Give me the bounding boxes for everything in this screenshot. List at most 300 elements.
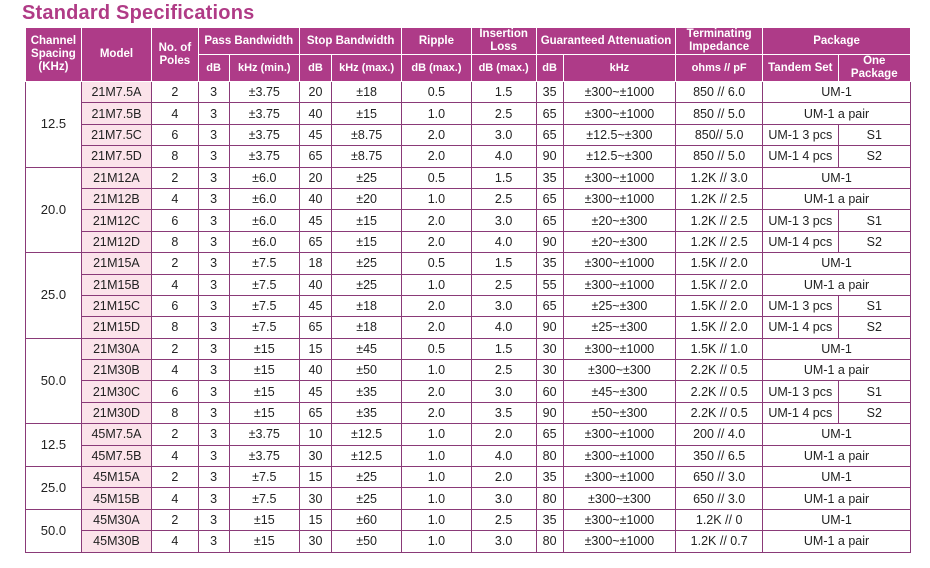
table-row — [26, 103, 911, 124]
att-khz-cell: ±300~±1000 — [563, 531, 676, 552]
pass-db-cell: 3 — [198, 274, 229, 295]
att-db-cell: 65 — [536, 188, 563, 209]
poles-cell: 8 — [152, 317, 199, 338]
table-row — [26, 488, 911, 509]
package-cell: UM-1 — [763, 424, 911, 445]
impedance-cell: 1.5K // 2.0 — [676, 274, 763, 295]
one-package-cell: S1 — [838, 124, 910, 145]
loss-cell: 1.5 — [471, 167, 536, 188]
model-cell: 21M7.5C — [81, 124, 151, 145]
model-cell: 45M15B — [81, 488, 151, 509]
loss-cell: 1.5 — [471, 82, 536, 103]
stop-db-cell: 18 — [299, 253, 331, 274]
unit-term: ohms // pF — [676, 55, 763, 82]
channel-spacing-cell: 20.0 — [26, 167, 82, 253]
one-package-cell: S1 — [838, 381, 910, 402]
poles-cell: 6 — [152, 210, 199, 231]
poles-cell: 4 — [152, 188, 199, 209]
pass-khz-cell: ±6.0 — [229, 231, 299, 252]
pass-khz-cell: ±6.0 — [229, 167, 299, 188]
table-row — [26, 274, 911, 295]
channel-spacing-cell: 25.0 — [26, 253, 82, 339]
pass-khz-cell: ±7.5 — [229, 274, 299, 295]
loss-cell: 3.0 — [471, 210, 536, 231]
ripple-cell: 2.0 — [402, 210, 471, 231]
model-cell: 45M30B — [81, 531, 151, 552]
att-db-cell: 65 — [536, 124, 563, 145]
impedance-cell: 1.5K // 2.0 — [676, 253, 763, 274]
stop-db-cell: 30 — [299, 488, 331, 509]
pass-khz-cell: ±3.75 — [229, 146, 299, 167]
loss-cell: 2.5 — [471, 509, 536, 530]
att-khz-cell: ±300~±1000 — [563, 274, 676, 295]
impedance-cell: 1.2K // 3.0 — [676, 167, 763, 188]
poles-cell: 4 — [152, 103, 199, 124]
ripple-cell: 2.0 — [402, 146, 471, 167]
channel-spacing-cell: 12.5 — [26, 82, 82, 168]
page-title: Standard Specifications — [22, 2, 255, 24]
stop-khz-cell: ±25 — [331, 467, 401, 488]
pass-khz-cell: ±15 — [229, 360, 299, 381]
model-cell: 21M30C — [81, 381, 151, 402]
att-khz-cell: ±300~±1000 — [563, 82, 676, 103]
model-cell: 45M15A — [81, 467, 151, 488]
tandem-set-cell: UM-1 4 pcs — [763, 231, 838, 252]
att-db-cell: 65 — [536, 424, 563, 445]
pass-db-cell: 3 — [198, 424, 229, 445]
pass-khz-cell: ±6.0 — [229, 188, 299, 209]
table-row — [26, 253, 911, 274]
unit-loss: dB (max.) — [471, 55, 536, 82]
model-cell: 45M30A — [81, 509, 151, 530]
table-row — [26, 424, 911, 445]
loss-cell: 4.0 — [471, 231, 536, 252]
model-cell: 21M12C — [81, 210, 151, 231]
table-body — [26, 82, 911, 553]
channel-spacing-cell: 50.0 — [26, 509, 82, 552]
impedance-cell: 850// 5.0 — [676, 124, 763, 145]
stop-db-cell: 45 — [299, 124, 331, 145]
poles-cell: 2 — [152, 167, 199, 188]
package-cell: UM-1 a pair — [763, 360, 911, 381]
stop-db-cell: 40 — [299, 274, 331, 295]
att-khz-cell: ±300~±1000 — [563, 467, 676, 488]
pass-khz-cell: ±3.75 — [229, 124, 299, 145]
poles-cell: 6 — [152, 295, 199, 316]
loss-cell: 2.5 — [471, 188, 536, 209]
pass-db-cell: 3 — [198, 317, 229, 338]
model-cell: 21M30D — [81, 402, 151, 423]
att-khz-cell: ±12.5~±300 — [563, 124, 676, 145]
header-package: Package — [763, 28, 911, 55]
ripple-cell: 1.0 — [402, 424, 471, 445]
header-tandem-set: Tandem Set — [763, 55, 838, 82]
unit-stop-khz: kHz (max.) — [331, 55, 401, 82]
pass-db-cell: 3 — [198, 531, 229, 552]
pass-db-cell: 3 — [198, 231, 229, 252]
ripple-cell: 2.0 — [402, 402, 471, 423]
table-row — [26, 467, 911, 488]
loss-cell: 2.5 — [471, 274, 536, 295]
table-row — [26, 402, 911, 423]
loss-cell: 3.0 — [471, 531, 536, 552]
att-db-cell: 35 — [536, 167, 563, 188]
stop-db-cell: 15 — [299, 338, 331, 359]
stop-khz-cell: ±15 — [331, 210, 401, 231]
att-khz-cell: ±300~±1000 — [563, 338, 676, 359]
tandem-set-cell: UM-1 3 pcs — [763, 381, 838, 402]
stop-khz-cell: ±45 — [331, 338, 401, 359]
package-cell: UM-1 a pair — [763, 488, 911, 509]
pass-db-cell: 3 — [198, 295, 229, 316]
stop-db-cell: 40 — [299, 103, 331, 124]
impedance-cell: 1.2K // 2.5 — [676, 231, 763, 252]
channel-spacing-cell: 12.5 — [26, 424, 82, 467]
one-package-cell: S2 — [838, 231, 910, 252]
ripple-cell: 2.0 — [402, 231, 471, 252]
att-khz-cell: ±300~±300 — [563, 360, 676, 381]
table-row — [26, 317, 911, 338]
att-db-cell: 90 — [536, 317, 563, 338]
channel-spacing-cell: 50.0 — [26, 338, 82, 424]
att-khz-cell: ±20~±300 — [563, 231, 676, 252]
one-package-cell: S1 — [838, 210, 910, 231]
stop-khz-cell: ±8.75 — [331, 124, 401, 145]
att-khz-cell: ±300~±1000 — [563, 445, 676, 466]
impedance-cell: 200 // 4.0 — [676, 424, 763, 445]
loss-cell: 2.5 — [471, 360, 536, 381]
stop-db-cell: 45 — [299, 210, 331, 231]
loss-cell: 4.0 — [471, 317, 536, 338]
stop-khz-cell: ±25 — [331, 167, 401, 188]
pass-db-cell: 3 — [198, 509, 229, 530]
att-db-cell: 90 — [536, 402, 563, 423]
stop-db-cell: 20 — [299, 82, 331, 103]
att-khz-cell: ±20~±300 — [563, 210, 676, 231]
stop-khz-cell: ±50 — [331, 531, 401, 552]
tandem-set-cell: UM-1 4 pcs — [763, 317, 838, 338]
pass-khz-cell: ±3.75 — [229, 103, 299, 124]
table-row — [26, 509, 911, 530]
poles-cell: 8 — [152, 402, 199, 423]
impedance-cell: 2.2K // 0.5 — [676, 381, 763, 402]
table-header — [26, 28, 911, 82]
att-db-cell: 65 — [536, 103, 563, 124]
table-row — [26, 188, 911, 209]
stop-khz-cell: ±12.5 — [331, 424, 401, 445]
one-package-cell: S2 — [838, 402, 910, 423]
att-db-cell: 35 — [536, 509, 563, 530]
model-cell: 21M12D — [81, 231, 151, 252]
att-db-cell: 35 — [536, 253, 563, 274]
stop-khz-cell: ±12.5 — [331, 445, 401, 466]
att-khz-cell: ±300~±300 — [563, 488, 676, 509]
impedance-cell: 1.2K // 0 — [676, 509, 763, 530]
stop-khz-cell: ±18 — [331, 82, 401, 103]
stop-db-cell: 65 — [299, 231, 331, 252]
model-cell: 21M7.5A — [81, 82, 151, 103]
poles-cell: 2 — [152, 253, 199, 274]
stop-khz-cell: ±50 — [331, 360, 401, 381]
pass-khz-cell: ±3.75 — [229, 424, 299, 445]
header-poles: No. of Poles — [152, 28, 199, 82]
loss-cell: 1.5 — [471, 338, 536, 359]
loss-cell: 2.0 — [471, 424, 536, 445]
one-package-cell: S1 — [838, 295, 910, 316]
model-cell: 21M15B — [81, 274, 151, 295]
package-cell: UM-1 — [763, 167, 911, 188]
stop-db-cell: 30 — [299, 531, 331, 552]
one-package-cell: S2 — [838, 317, 910, 338]
stop-db-cell: 65 — [299, 402, 331, 423]
ripple-cell: 2.0 — [402, 317, 471, 338]
pass-db-cell: 3 — [198, 445, 229, 466]
loss-cell: 3.0 — [471, 124, 536, 145]
att-db-cell: 30 — [536, 338, 563, 359]
att-khz-cell: ±300~±1000 — [563, 424, 676, 445]
att-db-cell: 55 — [536, 274, 563, 295]
pass-khz-cell: ±7.5 — [229, 253, 299, 274]
package-cell: UM-1 a pair — [763, 274, 911, 295]
impedance-cell: 2.2K // 0.5 — [676, 360, 763, 381]
poles-cell: 2 — [152, 82, 199, 103]
pass-khz-cell: ±3.75 — [229, 445, 299, 466]
ripple-cell: 0.5 — [402, 82, 471, 103]
model-cell: 21M15D — [81, 317, 151, 338]
unit-ripple: dB (max.) — [402, 55, 471, 82]
stop-khz-cell: ±25 — [331, 253, 401, 274]
package-cell: UM-1 a pair — [763, 531, 911, 552]
table-row — [26, 231, 911, 252]
att-db-cell: 80 — [536, 488, 563, 509]
header-ripple: Ripple — [402, 28, 471, 55]
ripple-cell: 1.0 — [402, 531, 471, 552]
package-cell: UM-1 — [763, 253, 911, 274]
ripple-cell: 1.0 — [402, 445, 471, 466]
pass-khz-cell: ±15 — [229, 531, 299, 552]
ripple-cell: 2.0 — [402, 124, 471, 145]
stop-db-cell: 15 — [299, 509, 331, 530]
pass-khz-cell: ±7.5 — [229, 467, 299, 488]
pass-khz-cell: ±7.5 — [229, 317, 299, 338]
header-pass-bandwidth: Pass Bandwidth — [198, 28, 299, 55]
att-db-cell: 35 — [536, 82, 563, 103]
poles-cell: 2 — [152, 338, 199, 359]
ripple-cell: 1.0 — [402, 509, 471, 530]
model-cell: 21M30A — [81, 338, 151, 359]
pass-db-cell: 3 — [198, 210, 229, 231]
package-cell: UM-1 a pair — [763, 103, 911, 124]
impedance-cell: 650 // 3.0 — [676, 467, 763, 488]
impedance-cell: 1.5K // 1.0 — [676, 338, 763, 359]
unit-att-db: dB — [536, 55, 563, 82]
model-cell: 21M15C — [81, 295, 151, 316]
model-cell: 45M7.5B — [81, 445, 151, 466]
loss-cell: 3.0 — [471, 488, 536, 509]
stop-khz-cell: ±15 — [331, 103, 401, 124]
ripple-cell: 1.0 — [402, 103, 471, 124]
poles-cell: 8 — [152, 146, 199, 167]
stop-db-cell: 10 — [299, 424, 331, 445]
pass-khz-cell: ±6.0 — [229, 210, 299, 231]
ripple-cell: 1.0 — [402, 467, 471, 488]
stop-khz-cell: ±35 — [331, 402, 401, 423]
pass-khz-cell: ±15 — [229, 509, 299, 530]
model-cell: 21M12B — [81, 188, 151, 209]
header-attenuation: Guaranteed Attenuation — [536, 28, 676, 55]
impedance-cell: 1.2K // 0.7 — [676, 531, 763, 552]
stop-db-cell: 20 — [299, 167, 331, 188]
package-cell: UM-1 — [763, 82, 911, 103]
table-row — [26, 82, 911, 103]
table-row — [26, 445, 911, 466]
stop-db-cell: 30 — [299, 445, 331, 466]
poles-cell: 6 — [152, 124, 199, 145]
package-cell: UM-1 a pair — [763, 445, 911, 466]
header-one-package: One Package — [838, 55, 910, 82]
stop-db-cell: 45 — [299, 381, 331, 402]
att-khz-cell: ±300~±1000 — [563, 103, 676, 124]
loss-cell: 2.5 — [471, 103, 536, 124]
pass-db-cell: 3 — [198, 253, 229, 274]
model-cell: 45M7.5A — [81, 424, 151, 445]
model-cell: 21M7.5B — [81, 103, 151, 124]
model-cell: 21M7.5D — [81, 146, 151, 167]
ripple-cell: 0.5 — [402, 167, 471, 188]
impedance-cell: 350 // 6.5 — [676, 445, 763, 466]
att-khz-cell: ±300~±1000 — [563, 253, 676, 274]
package-cell: UM-1 a pair — [763, 188, 911, 209]
model-cell: 21M15A — [81, 253, 151, 274]
att-khz-cell: ±45~±300 — [563, 381, 676, 402]
pass-khz-cell: ±7.5 — [229, 488, 299, 509]
pass-db-cell: 3 — [198, 103, 229, 124]
ripple-cell: 1.0 — [402, 488, 471, 509]
unit-pass-db: dB — [198, 55, 229, 82]
package-cell: UM-1 — [763, 467, 911, 488]
ripple-cell: 0.5 — [402, 338, 471, 359]
stop-db-cell: 15 — [299, 467, 331, 488]
pass-db-cell: 3 — [198, 338, 229, 359]
impedance-cell: 2.2K // 0.5 — [676, 402, 763, 423]
att-db-cell: 30 — [536, 360, 563, 381]
poles-cell: 4 — [152, 274, 199, 295]
stop-khz-cell: ±25 — [331, 274, 401, 295]
table-row — [26, 531, 911, 552]
pass-db-cell: 3 — [198, 488, 229, 509]
impedance-cell: 850 // 6.0 — [676, 82, 763, 103]
spec-table — [25, 27, 911, 553]
loss-cell: 3.0 — [471, 381, 536, 402]
att-khz-cell: ±25~±300 — [563, 317, 676, 338]
poles-cell: 4 — [152, 488, 199, 509]
pass-db-cell: 3 — [198, 167, 229, 188]
stop-db-cell: 40 — [299, 360, 331, 381]
header-model: Model — [81, 28, 151, 82]
att-khz-cell: ±300~±1000 — [563, 509, 676, 530]
poles-cell: 2 — [152, 424, 199, 445]
poles-cell: 8 — [152, 231, 199, 252]
table-row — [26, 338, 911, 359]
pass-db-cell: 3 — [198, 467, 229, 488]
header-stop-bandwidth: Stop Bandwidth — [299, 28, 401, 55]
ripple-cell: 0.5 — [402, 253, 471, 274]
att-khz-cell: ±50~±300 — [563, 402, 676, 423]
stop-khz-cell: ±35 — [331, 381, 401, 402]
table-row — [26, 146, 911, 167]
att-db-cell: 65 — [536, 295, 563, 316]
poles-cell: 4 — [152, 531, 199, 552]
ripple-cell: 2.0 — [402, 295, 471, 316]
stop-khz-cell: ±15 — [331, 231, 401, 252]
pass-db-cell: 3 — [198, 124, 229, 145]
stop-khz-cell: ±20 — [331, 188, 401, 209]
header-terminating: Terminating Impedance — [676, 28, 763, 55]
att-db-cell: 35 — [536, 467, 563, 488]
stop-khz-cell: ±18 — [331, 295, 401, 316]
tandem-set-cell: UM-1 3 pcs — [763, 295, 838, 316]
att-khz-cell: ±12.5~±300 — [563, 146, 676, 167]
poles-cell: 4 — [152, 360, 199, 381]
unit-pass-khz: kHz (min.) — [229, 55, 299, 82]
package-cell: UM-1 — [763, 509, 911, 530]
stop-khz-cell: ±60 — [331, 509, 401, 530]
tandem-set-cell: UM-1 4 pcs — [763, 146, 838, 167]
tandem-set-cell: UM-1 3 pcs — [763, 210, 838, 231]
pass-khz-cell: ±3.75 — [229, 82, 299, 103]
tandem-set-cell: UM-1 4 pcs — [763, 402, 838, 423]
stop-db-cell: 40 — [299, 188, 331, 209]
pass-db-cell: 3 — [198, 402, 229, 423]
pass-khz-cell: ±15 — [229, 338, 299, 359]
pass-db-cell: 3 — [198, 381, 229, 402]
table-row — [26, 381, 911, 402]
package-cell: UM-1 — [763, 338, 911, 359]
loss-cell: 2.0 — [471, 467, 536, 488]
att-khz-cell: ±25~±300 — [563, 295, 676, 316]
impedance-cell: 650 // 3.0 — [676, 488, 763, 509]
att-db-cell: 65 — [536, 210, 563, 231]
ripple-cell: 1.0 — [402, 188, 471, 209]
att-khz-cell: ±300~±1000 — [563, 167, 676, 188]
header-channel-spacing: Channel Spacing (KHz) — [26, 28, 82, 82]
stop-khz-cell: ±25 — [331, 488, 401, 509]
impedance-cell: 1.5K // 2.0 — [676, 317, 763, 338]
loss-cell: 4.0 — [471, 445, 536, 466]
loss-cell: 3.5 — [471, 402, 536, 423]
att-db-cell: 80 — [536, 531, 563, 552]
ripple-cell: 1.0 — [402, 274, 471, 295]
att-khz-cell: ±300~±1000 — [563, 188, 676, 209]
stop-db-cell: 65 — [299, 146, 331, 167]
stop-khz-cell: ±18 — [331, 317, 401, 338]
unit-att-khz: kHz — [563, 55, 676, 82]
ripple-cell: 2.0 — [402, 381, 471, 402]
poles-cell: 2 — [152, 467, 199, 488]
channel-spacing-cell: 25.0 — [26, 467, 82, 510]
impedance-cell: 850 // 5.0 — [676, 103, 763, 124]
header-insertion-loss: Insertion Loss — [471, 28, 536, 55]
model-cell: 21M12A — [81, 167, 151, 188]
pass-khz-cell: ±15 — [229, 381, 299, 402]
stop-db-cell: 45 — [299, 295, 331, 316]
impedance-cell: 1.5K // 2.0 — [676, 295, 763, 316]
pass-db-cell: 3 — [198, 82, 229, 103]
pass-khz-cell: ±15 — [229, 402, 299, 423]
table-row — [26, 360, 911, 381]
pass-khz-cell: ±7.5 — [229, 295, 299, 316]
pass-db-cell: 3 — [198, 360, 229, 381]
